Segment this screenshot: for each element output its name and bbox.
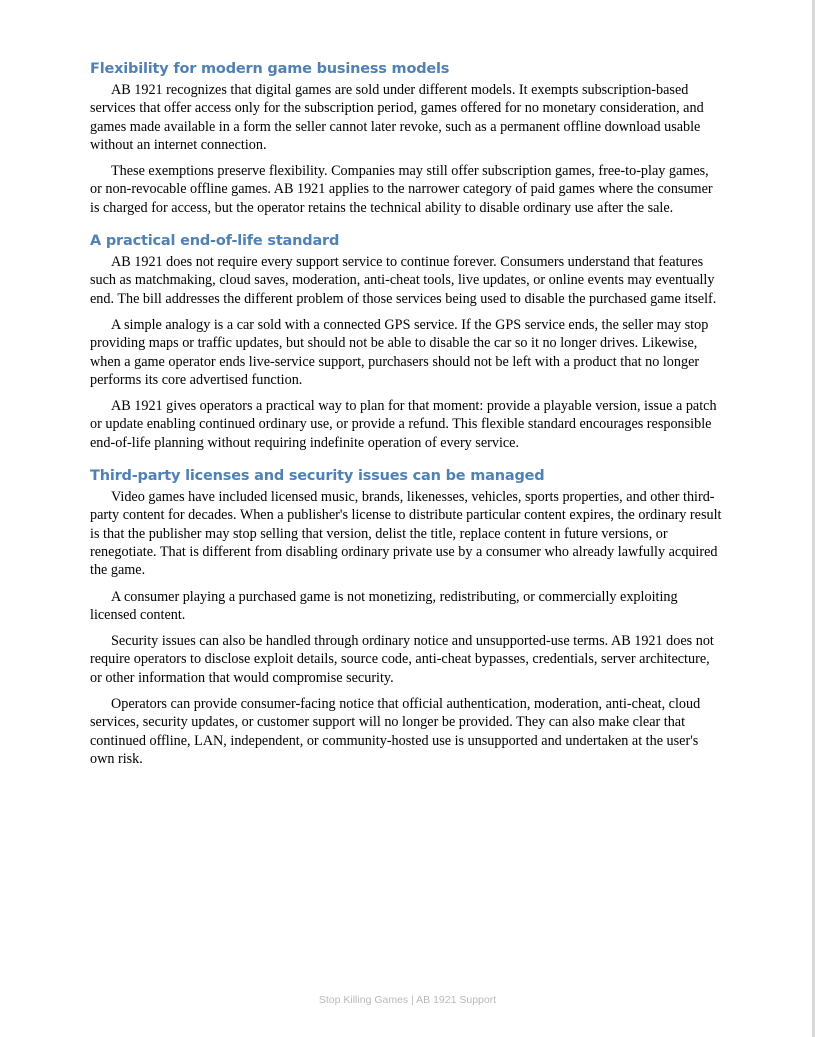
section-licenses-security xyxy=(90,466,724,768)
body-paragraph: Operators can provide consumer-facing notice that official authentication, moderation, anti-cheat, cloud services, security updates, or customer support will no longer be provided. They can also make clear that continued offline, LAN, independent, or community-hosted use is unsupported and undertaken at the user's own risk. xyxy=(90,696,701,767)
section-heading: Third-party licenses and security issues can be managed xyxy=(90,468,545,485)
section-heading: Flexibility for modern game business models xyxy=(90,61,450,77)
body-paragraph: These exemptions preserve flexibility. Companies may still offer subscription games, free-to-play games, or non-revocable offline games. AB 1921 applies to the narrower category of paid games where the consumer is charged for access, but the operator retains the technical ability to disable ordinary use after the sale. xyxy=(90,163,713,216)
body-paragraph: Security issues can also be handled through ordinary notice and unsupported-use terms. AB 1921 does not require operators to disclose exploit details, source code, anti-cheat bypasses, credentials, server architecture, or other information that would compromise security. xyxy=(90,633,714,686)
page-footer: Stop Killing Games | AB 1921 Support xyxy=(318,994,497,1006)
section-heading: A practical end-of-life standard xyxy=(90,233,340,250)
document-body xyxy=(90,59,724,776)
body-paragraph: AB 1921 recognizes that digital games are sold under different models. It exempts subscription-based services that offer access only for the subscription period, games offered for no monetary consideration, and games made available in a form the seller cannot later revoke, such as a permanent offline download usable without an internet connection. xyxy=(90,82,704,153)
body-paragraph: AB 1921 gives operators a practical way to plan for that moment: provide a playable version, issue a patch or update enabling continued ordinary use, or provide a refund. This flexible standard encourages responsible end-of-life planning without requiring indefinite operation of every service. xyxy=(90,398,717,451)
body-paragraph: A consumer playing a purchased game is not monetizing, redistributing, or commercially exploiting licensed content. xyxy=(90,588,678,623)
section-end-of-life xyxy=(90,231,724,452)
body-paragraph: A simple analogy is a car sold with a connected GPS service. If the GPS service ends, the seller may stop providing maps or traffic updates, but should not be able to disable the car so it no longer drives. Likewise, when a game operator ends live-service support, purchasers should not be left with a product that no longer performs its core advertised function. xyxy=(90,316,709,388)
body-paragraph: AB 1921 does not require every support service to continue forever. Consumers understand that features such as matchmaking, cloud saves, moderation, anti-cheat tools, live updates, or online events may eventually end. The bill addresses the different problem of those services being used to disable the purchased game itself. xyxy=(90,254,717,307)
section-business-models xyxy=(90,59,724,217)
body-paragraph: Video games have included licensed music, brands, likenesses, vehicles, sports properties, and other third-party content for decades. When a publisher's license to distribute particular content expires, the ordinary result is that the publisher may stop selling that version, delist the title, replace content in future versions, or renegotiate. That is different from disabling ordinary private use by a consumer who already lawfully acquired the game. xyxy=(90,489,722,579)
